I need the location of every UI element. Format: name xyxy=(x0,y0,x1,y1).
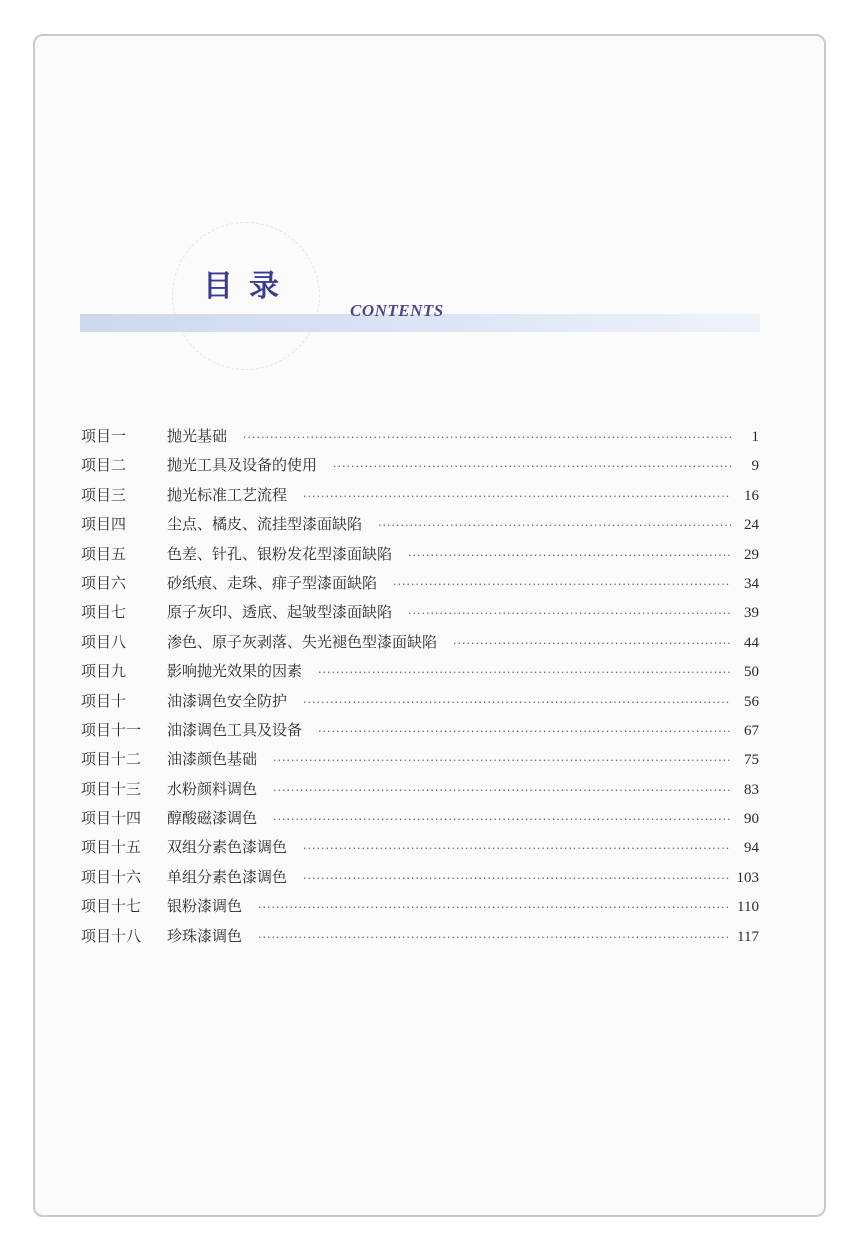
toc-entry-page-number: 29 xyxy=(744,546,759,563)
toc-dot-leader xyxy=(318,666,731,679)
toc-entry-page-number: 56 xyxy=(744,693,759,710)
toc-entry[interactable] xyxy=(81,513,759,542)
toc-entry-title: 原子灰印、透底、起皱型漆面缺陷 xyxy=(167,603,393,622)
toc-entry-page-number: 39 xyxy=(744,605,759,622)
toc-dot-leader xyxy=(258,901,731,914)
toc-entry-page-number: 75 xyxy=(744,752,759,769)
toc-entry[interactable] xyxy=(81,425,759,454)
toc-entry-title: 砂纸痕、走珠、痱子型漆面缺陷 xyxy=(167,573,378,592)
toc-entry-label: 项目十四 xyxy=(81,809,142,828)
toc-entry[interactable] xyxy=(81,454,759,483)
toc-entry-label: 项目十八 xyxy=(81,926,142,945)
table-of-contents xyxy=(81,425,759,954)
toc-entry-title: 色差、针孔、银粉发花型漆面缺陷 xyxy=(167,544,393,563)
toc-entry-label: 项目十六 xyxy=(81,867,142,886)
toc-dot-leader xyxy=(243,431,731,444)
toc-entry-page-number: 16 xyxy=(744,487,759,504)
toc-entry[interactable] xyxy=(81,484,759,513)
toc-entry-title: 油漆调色安全防护 xyxy=(167,691,288,710)
toc-entry-label: 项目五 xyxy=(81,544,127,563)
toc-dot-leader xyxy=(333,460,731,473)
toc-entry[interactable] xyxy=(81,601,759,630)
toc-dot-leader xyxy=(408,549,731,562)
toc-dot-leader xyxy=(408,607,731,620)
toc-entry-label: 项目六 xyxy=(81,573,127,592)
toc-dot-leader xyxy=(393,578,731,591)
toc-entry-label: 项目十二 xyxy=(81,750,142,769)
toc-entry-title: 影响抛光效果的因素 xyxy=(167,662,303,681)
toc-entry[interactable] xyxy=(81,543,759,572)
toc-entry-title: 银粉漆调色 xyxy=(167,897,243,916)
toc-dot-leader xyxy=(378,519,731,532)
toc-entry-label: 项目七 xyxy=(81,603,127,622)
toc-entry-label: 项目四 xyxy=(81,515,127,534)
toc-entry[interactable] xyxy=(81,631,759,660)
toc-entry[interactable] xyxy=(81,807,759,836)
toc-entry-title: 尘点、橘皮、流挂型漆面缺陷 xyxy=(167,515,363,534)
toc-entry-label: 项目十七 xyxy=(81,897,142,916)
toc-entry-title: 单组分素色漆调色 xyxy=(167,867,288,886)
toc-dot-leader xyxy=(318,725,731,738)
toc-dot-leader xyxy=(273,784,731,797)
toc-entry-title: 渗色、原子灰剥落、失光褪色型漆面缺陷 xyxy=(167,632,438,651)
toc-dot-leader xyxy=(303,696,731,709)
toc-entry-label: 项目十五 xyxy=(81,838,142,857)
toc-entry-title: 油漆调色工具及设备 xyxy=(167,720,303,739)
toc-entry-title: 水粉颜料调色 xyxy=(167,779,258,798)
toc-entry-title: 抛光基础 xyxy=(167,427,228,445)
toc-entry[interactable] xyxy=(81,690,759,719)
toc-entry[interactable] xyxy=(81,748,759,777)
toc-entry-page-number: 67 xyxy=(744,722,759,739)
toc-entry-label: 项目十 xyxy=(81,691,127,710)
toc-entry-page-number: 24 xyxy=(744,517,759,534)
toc-entry-label: 项目九 xyxy=(81,662,127,681)
contents-title-chinese: 目录 xyxy=(203,269,295,304)
toc-dot-leader xyxy=(303,872,730,885)
toc-entry-label: 项目三 xyxy=(81,485,127,504)
toc-entry-page-number: 9 xyxy=(751,458,759,475)
toc-entry-page-number: 1 xyxy=(751,429,759,445)
toc-entry-title: 抛光标准工艺流程 xyxy=(167,485,288,504)
toc-entry[interactable] xyxy=(81,925,759,954)
toc-entry-page-number: 117 xyxy=(737,928,759,945)
toc-dot-leader xyxy=(273,754,731,767)
toc-entry[interactable] xyxy=(81,866,759,895)
toc-entry-page-number: 90 xyxy=(744,811,759,828)
toc-entry-page-number: 50 xyxy=(744,664,759,681)
toc-dot-leader xyxy=(453,637,731,650)
toc-entry-page-number: 83 xyxy=(744,781,759,798)
toc-dot-leader xyxy=(303,490,731,503)
toc-entry[interactable] xyxy=(81,778,759,807)
toc-entry-page-number: 34 xyxy=(744,575,759,592)
toc-entry[interactable] xyxy=(81,895,759,924)
toc-entry-title: 抛光工具及设备的使用 xyxy=(167,456,318,475)
toc-entry-label: 项目一 xyxy=(81,427,127,445)
toc-entry[interactable] xyxy=(81,719,759,748)
toc-dot-leader xyxy=(258,931,731,944)
toc-entry-label: 项目八 xyxy=(81,632,127,651)
toc-entry-title: 油漆颜色基础 xyxy=(167,750,258,769)
toc-entry-title: 珍珠漆调色 xyxy=(167,926,243,945)
toc-entry[interactable] xyxy=(81,660,759,689)
toc-entry[interactable] xyxy=(81,572,759,601)
toc-entry-title: 双组分素色漆调色 xyxy=(167,838,288,857)
toc-entry-title: 醇酸磁漆调色 xyxy=(167,809,258,828)
toc-entry-label: 项目二 xyxy=(81,456,127,475)
toc-entry-label: 项目十三 xyxy=(81,779,142,798)
toc-dot-leader xyxy=(273,813,731,826)
toc-entry-label: 项目十一 xyxy=(81,720,142,739)
toc-entry-page-number: 110 xyxy=(737,899,759,916)
toc-entry[interactable] xyxy=(81,836,759,865)
toc-entry-page-number: 103 xyxy=(736,869,759,886)
toc-entry-page-number: 44 xyxy=(744,634,759,651)
contents-title-english: CONTENTS xyxy=(350,301,444,320)
toc-dot-leader xyxy=(303,842,731,855)
toc-entry-page-number: 94 xyxy=(744,840,759,857)
